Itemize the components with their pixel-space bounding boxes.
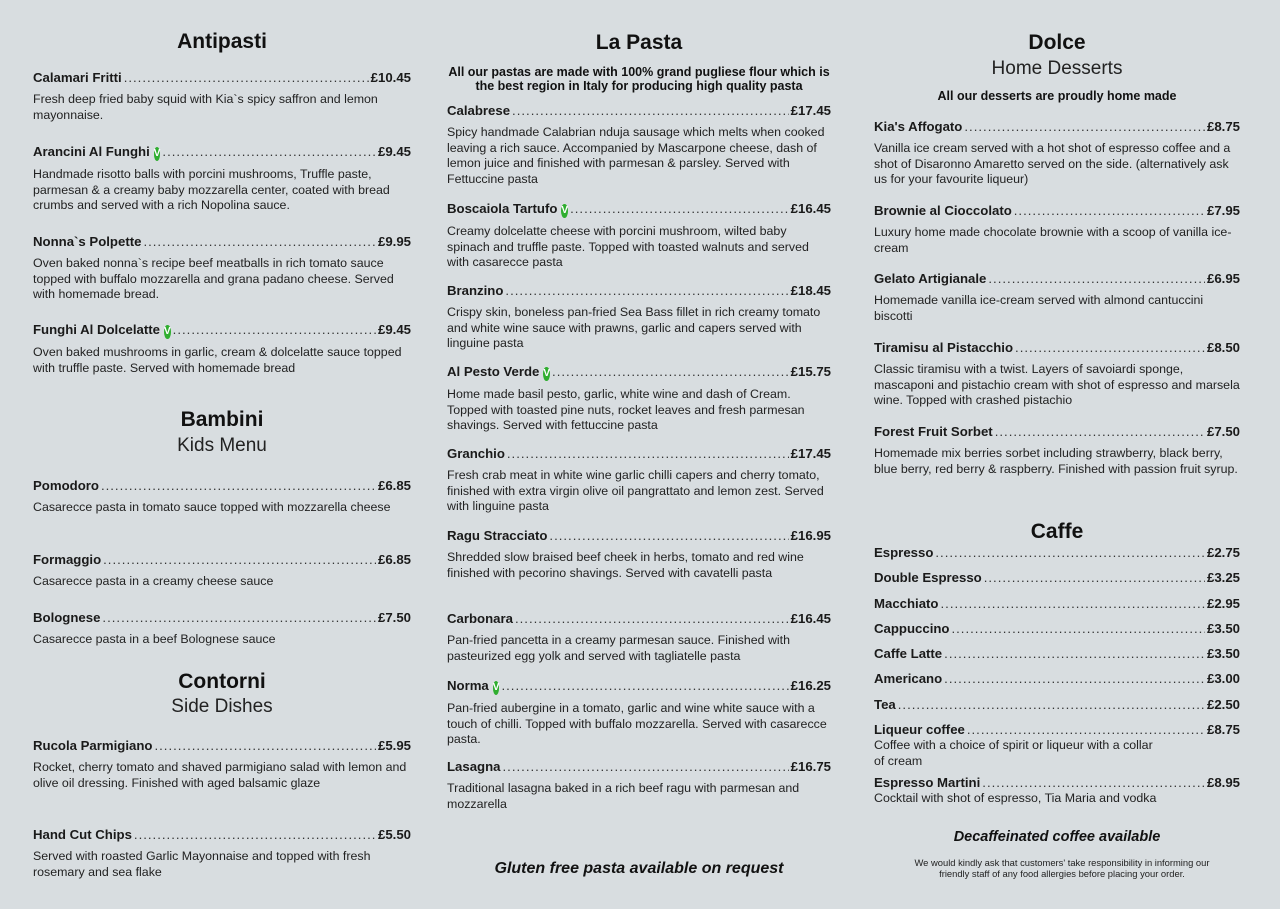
item-desc: Handmade risotto balls with porcini mushrooms, Truffle paste, parmesan & a creamy baby mozzarella center, coated with bread crumbs and served with a rich Nopolina sauce.	[33, 167, 390, 212]
vegetarian-v-icon: V	[153, 148, 161, 159]
item-name: Pomodoro	[33, 478, 99, 493]
item-name: Al Pesto Verde	[447, 364, 540, 379]
item-price: £9.45	[377, 322, 411, 337]
caffe-item-macchiato	[874, 596, 1240, 612]
menu-item-rucola	[33, 738, 411, 791]
item-desc: Casarecce pasta in tomato sauce topped with mozzarella cheese	[33, 500, 391, 514]
item-price: £7.50	[1206, 424, 1240, 439]
item-price: £8.95	[1206, 775, 1240, 790]
item-price: £16.75	[790, 759, 831, 774]
menu-item-brownie	[874, 203, 1240, 256]
vegetarian-v-icon: V	[561, 205, 569, 216]
dolce-subtitle: Home Desserts	[991, 58, 1123, 79]
dolce-note: All our desserts are proudly home made	[937, 89, 1177, 103]
menu-item-norma	[447, 678, 831, 748]
item-name: Arancini Al Funghi	[33, 144, 150, 159]
item-name: Granchio	[447, 446, 505, 461]
menu-item-formaggio	[33, 552, 411, 590]
item-price: £2.75	[1206, 545, 1240, 560]
caffe-item-espresso-martini	[874, 775, 1240, 807]
item-desc: Spicy handmade Calabrian nduja sausage which melts when cooked leaving a rich sauce. Accompanied by Mascarpone cheese, dash of lemon juice and finished with parmesan & parsley. Served with Fettuccine pasta	[447, 125, 825, 186]
caffe-item-double-espresso	[874, 570, 1240, 586]
item-desc: Classic tiramisu with a twist. Layers of savoiardi sponge, mascaponi and pistachio cream with shot of espresso and marsela wine. Topped with crashed pistachio	[874, 362, 1240, 407]
item-name: Americano	[874, 671, 943, 686]
item-price: £5.50	[377, 827, 411, 842]
item-desc: Creamy dolcelatte cheese with porcini mushroom, wilted baby spinach and truffle paste. Topped with toasted walnuts and served with casarecce pasta	[447, 224, 809, 269]
item-desc: Fresh crab meat in white wine garlic chilli capers and cherry tomato, finished with extra virgin olive oil pangrattato and lemon zest. Served with linguine pasta	[447, 468, 824, 513]
vegetarian-v-icon: V	[492, 682, 500, 693]
item-price: £6.85	[377, 552, 411, 567]
item-name: Espresso Martini	[874, 775, 981, 790]
item-price: £6.85	[377, 478, 411, 493]
item-price: £6.95	[1206, 271, 1240, 286]
menu-item-calamari	[33, 70, 411, 123]
item-desc: Coffee with a choice of spirit or liqueur with a collar of cream	[874, 738, 1153, 768]
item-name: Formaggio	[33, 552, 102, 567]
item-price: £7.95	[1206, 203, 1240, 218]
item-name: Tea	[874, 697, 896, 712]
vegetarian-v-icon: V	[543, 368, 551, 379]
menu-item-boscaiola	[447, 201, 831, 271]
item-desc: Casarecce pasta in a beef Bolognese sauce	[33, 632, 276, 646]
item-desc: Crispy skin, boneless pan-fried Sea Bass fillet in rich creamy tomato and white wine sauce with prawns, garlic and capers served with linguine pasta	[447, 305, 821, 350]
item-name: Gelato Artigianale	[874, 271, 987, 286]
item-price: £9.45	[377, 144, 411, 159]
bambini-title: Bambini	[180, 408, 264, 431]
pasta-note: All our pastas are made with 100% grand pugliese flour which is the best region in Italy for producing high quality pasta	[448, 65, 830, 93]
item-price: £17.45	[790, 446, 831, 461]
item-desc: Pan-fried pancetta in a creamy parmesan sauce. Finished with pasteurized egg yolk and served with tagliatelle pasta	[447, 633, 790, 663]
item-desc: Oven baked nonna`s recipe beef meatballs in rich tomato sauce topped with buffalo mozzarella and grana padano cheese. Served with homemade bread.	[33, 256, 394, 301]
menu-item-granchio	[447, 446, 831, 515]
item-price: £16.45	[790, 611, 831, 626]
item-price: £3.00	[1206, 671, 1240, 686]
item-price: £16.25	[790, 678, 831, 693]
item-name: Lasagna	[447, 759, 501, 774]
item-price: £9.95	[377, 234, 411, 249]
item-desc: Oven baked mushrooms in garlic, cream & dolcelatte sauce topped with truffle paste. Served with homemade bread	[33, 345, 402, 375]
item-price: £8.50	[1206, 340, 1240, 355]
menu-item-gelato	[874, 271, 1240, 324]
item-desc: Luxury home made chocolate brownie with a scoop of vanilla ice-cream	[874, 225, 1232, 255]
item-desc: Pan-fried aubergine in a tomato, garlic and wine white sauce with a touch of chilli. Topped with buffalo mozzarella. Served with casarecce pasta.	[447, 701, 827, 746]
item-name: Nonna`s Polpette	[33, 234, 142, 249]
item-name: Forest Fruit Sorbet	[874, 424, 993, 439]
item-name: Bolognese	[33, 610, 101, 625]
item-price: £3.50	[1206, 621, 1240, 636]
item-price: £8.75	[1206, 119, 1240, 134]
item-name: Hand Cut Chips	[33, 827, 132, 842]
item-price: £2.95	[1206, 596, 1240, 611]
item-desc: Home made basil pesto, garlic, white wine and dash of Cream. Topped with toasted pine nuts, rocket leaves and fresh parmesan shavings. Served with fettuccine pasta	[447, 387, 805, 432]
item-name: Liqueur coffee	[874, 722, 965, 737]
menu-item-sorbet	[874, 424, 1240, 477]
item-price: £17.45	[790, 103, 831, 118]
item-desc: Served with roasted Garlic Mayonnaise and topped with fresh rosemary and sea flake	[33, 849, 371, 879]
item-name: Ragu Stracciato	[447, 528, 548, 543]
item-name: Brownie al Cioccolato	[874, 203, 1012, 218]
menu-item-tiramisu	[874, 340, 1240, 409]
right-column	[874, 0, 1240, 909]
item-desc: Homemade mix berries sorbet including strawberry, black berry, blue berry, red berry & raspberry. Finished with passion fruit syrup.	[874, 446, 1238, 476]
item-price: £15.75	[790, 364, 831, 379]
menu-item-funghi	[33, 322, 411, 376]
item-name: Funghi Al Dolcelatte	[33, 322, 160, 337]
menu-item-lasagna	[447, 759, 831, 812]
menu-item-arancini	[33, 144, 411, 214]
contorni-title: Contorni	[178, 670, 266, 693]
menu-item-pomodoro	[33, 478, 411, 516]
item-name: Calabrese	[447, 103, 511, 118]
menu-item-pesto	[447, 364, 831, 434]
item-desc: Homemade vanilla ice-cream served with almond cantuccini biscotti	[874, 293, 1204, 323]
item-name: Cappuccino	[874, 621, 950, 636]
left-column	[33, 0, 411, 909]
item-desc: Shredded slow braised beef cheek in herbs, tomato and red wine finished with pecorino shavings. Served with cavatelli pasta	[447, 550, 804, 580]
caffe-item-cappuccino	[874, 621, 1240, 637]
pasta-title: La Pasta	[595, 31, 683, 54]
caffe-title: Caffe	[1030, 520, 1084, 543]
middle-column	[447, 0, 831, 909]
item-price: £10.45	[370, 70, 411, 85]
decaf-note: Decaffeinated coffee available	[953, 829, 1161, 845]
caffe-item-espresso	[874, 545, 1240, 561]
item-desc: Cocktail with shot of espresso, Tia Maria and vodka	[874, 791, 1157, 805]
item-desc: Rocket, cherry tomato and shaved parmigiano salad with lemon and olive oil dressing. Finished with aged balsamic glaze	[33, 760, 407, 790]
contorni-subtitle: Side Dishes	[171, 696, 273, 717]
item-price: £3.25	[1206, 570, 1240, 585]
item-name: Branzino	[447, 283, 504, 298]
item-price: £3.50	[1206, 646, 1240, 661]
item-name: Espresso	[874, 545, 934, 560]
item-desc: Fresh deep fried baby squid with Kia`s spicy saffron and lemon mayonnaise.	[33, 92, 378, 122]
menu-item-calabrese	[447, 103, 831, 187]
item-price: £7.50	[377, 610, 411, 625]
item-name: Macchiato	[874, 596, 939, 611]
menu-item-branzino	[447, 283, 831, 352]
item-name: Double Espresso	[874, 570, 982, 585]
caffe-item-americano	[874, 671, 1240, 687]
gluten-free-note: Gluten free pasta available on request	[494, 860, 784, 877]
item-price: £5.95	[377, 738, 411, 753]
bambini-subtitle: Kids Menu	[177, 435, 267, 456]
menu-item-polpette	[33, 234, 411, 303]
vegetarian-v-icon: V	[164, 326, 171, 337]
caffe-item-liqueur-coffee	[874, 722, 1240, 769]
caffe-item-latte	[874, 646, 1240, 662]
dolce-title: Dolce	[1028, 31, 1086, 54]
menu-item-ragu	[447, 528, 831, 581]
item-name: Caffe Latte	[874, 646, 943, 661]
item-name: Calamari Fritti	[33, 70, 122, 85]
item-name: Boscaiola Tartufo	[447, 201, 558, 216]
item-desc: Casarecce pasta in a creamy cheese sauce	[33, 574, 274, 588]
item-name: Rucola Parmigiano	[33, 738, 153, 753]
caffe-item-tea	[874, 697, 1240, 713]
menu-item-affogato	[874, 119, 1240, 188]
item-price: £2.50	[1206, 697, 1240, 712]
item-price: £8.75	[1206, 722, 1240, 737]
menu-item-carbonara	[447, 611, 831, 664]
item-price: £16.45	[790, 201, 831, 216]
menu-item-chips	[33, 827, 411, 880]
item-desc: Vanilla ice cream served with a hot shot of espresso coffee and a shot of Disaronno Amaretto served on the side. (alternatively ask us for your favourite liqueur)	[874, 141, 1231, 186]
menu-item-bolognese	[33, 610, 411, 648]
item-desc: Traditional lasagna baked in a rich beef ragu with parmesan and mozzarella	[447, 781, 800, 811]
antipasti-title: Antipasti	[177, 30, 267, 53]
item-price: £18.45	[790, 283, 831, 298]
item-name: Norma	[447, 678, 489, 693]
item-name: Carbonara	[447, 611, 513, 626]
item-price: £16.95	[790, 528, 831, 543]
allergy-notice: We would kindly ask that customers' take responsibility in informing our friendly staff of any food allergies before placing your order.	[914, 857, 1210, 879]
item-name: Kia's Affogato	[874, 119, 963, 134]
item-name: Tiramisu al Pistacchio	[874, 340, 1014, 355]
